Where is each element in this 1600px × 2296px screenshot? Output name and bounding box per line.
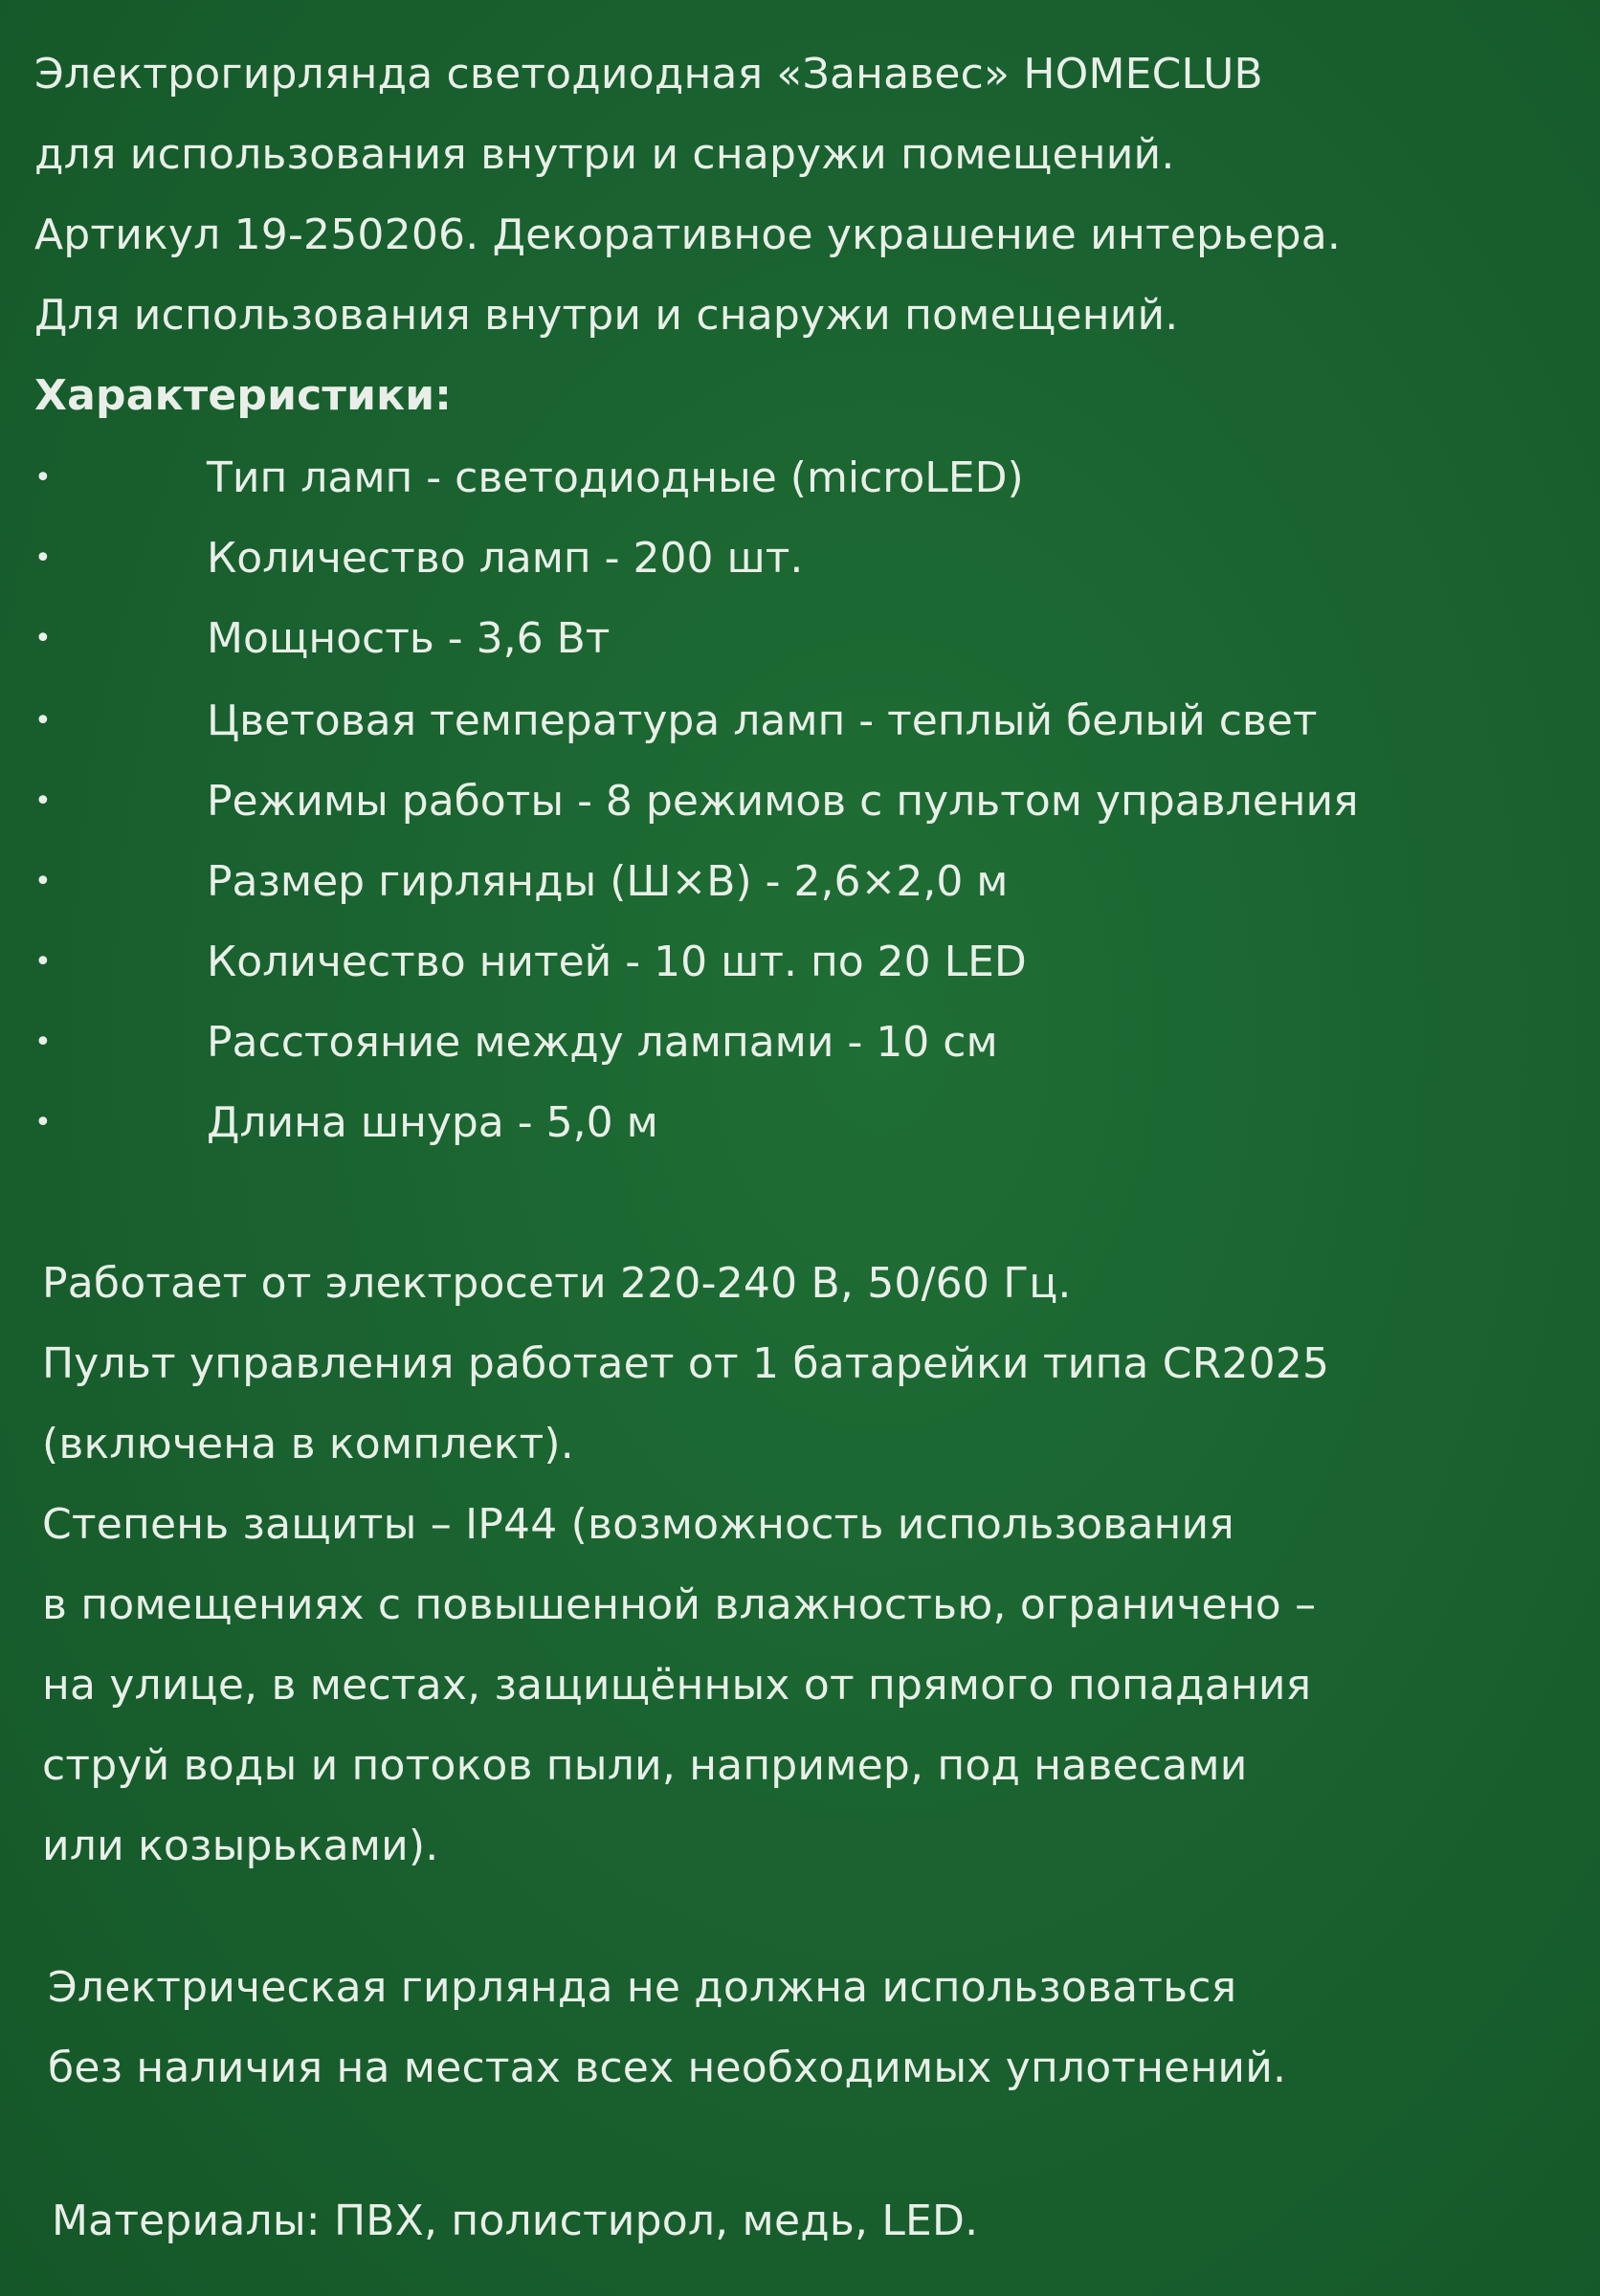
materials-line: Материалы: ПВХ, полистирол, медь, LED. [52,2197,979,2245]
intro-line-2: для использования внутри и снаружи помещений. [34,130,1175,179]
intro-line-3: Артикул 19-250206. Декоративное украшение интерьера. [34,210,1342,259]
intro-line-4: Для использования внутри и снаружи помещений. [34,291,1179,340]
power-line-4: Степень защиты – IP44 (возможность использования [42,1500,1234,1549]
spec-text: Длина шнура - 5,0 м [207,1098,658,1147]
warning-line-1: Электрическая гирлянда не должна использоваться [48,1963,1237,2012]
spec-item [34,681,1585,762]
warning-line-2: без наличия на местах всех необходимых уплотнений. [48,2043,1287,2092]
power-line-8: или козырьками). [42,1821,439,1870]
spec-item [34,1003,1585,1083]
power-line-5: в помещениях с повышенной влажностью, ограничено – [42,1580,1317,1629]
spec-item [34,762,1585,842]
power-line-7: струй воды и потоков пыли, например, под навесами [42,1741,1248,1790]
spec-text: Тип ламп - светодиодные (microLED) [207,453,1024,502]
bullet-icon: • [34,622,52,655]
power-line-3: (включена в комплект). [42,1420,574,1468]
bullet-icon: • [34,865,52,898]
spec-text: Количество ламп - 200 шт. [207,534,804,583]
spec-item [34,438,1585,519]
bullet-icon: • [34,704,52,738]
spec-item [34,1083,1585,1163]
spec-text: Количество нитей - 10 шт. по 20 LED [207,938,1027,986]
specs-heading: Характеристики: [34,371,453,420]
spec-text: Расстояние между лампами - 10 см [207,1018,998,1067]
spec-item [34,922,1585,1003]
intro-line-1: Электрогирлянда светодиодная «Занавес» HOMECLUB [34,50,1263,99]
power-line-1: Работает от электросети 220-240 В, 50/60 Гц. [42,1259,1072,1308]
bullet-icon: • [34,461,52,495]
power-line-6: на улице, в местах, защищённых от прямого попадания [42,1661,1312,1710]
spec-text: Цветовая температура ламп - теплый белый свет [207,696,1318,745]
bullet-icon: • [34,541,52,575]
bullet-icon: • [34,945,52,979]
spec-text: Режимы работы - 8 режимов с пультом управления [207,777,1359,826]
spec-item [34,599,1585,679]
spec-text: Размер гирлянды (Ш×В) - 2,6×2,0 м [207,857,1009,906]
spec-item [34,842,1585,922]
bullet-icon: • [34,1026,52,1059]
spec-text: Мощность - 3,6 Вт [207,614,611,663]
power-line-2: Пульт управления работает от 1 батарейки типа CR2025 [42,1339,1330,1388]
bullet-icon: • [34,1106,52,1139]
bullet-icon: • [34,784,52,818]
spec-item [34,519,1585,599]
